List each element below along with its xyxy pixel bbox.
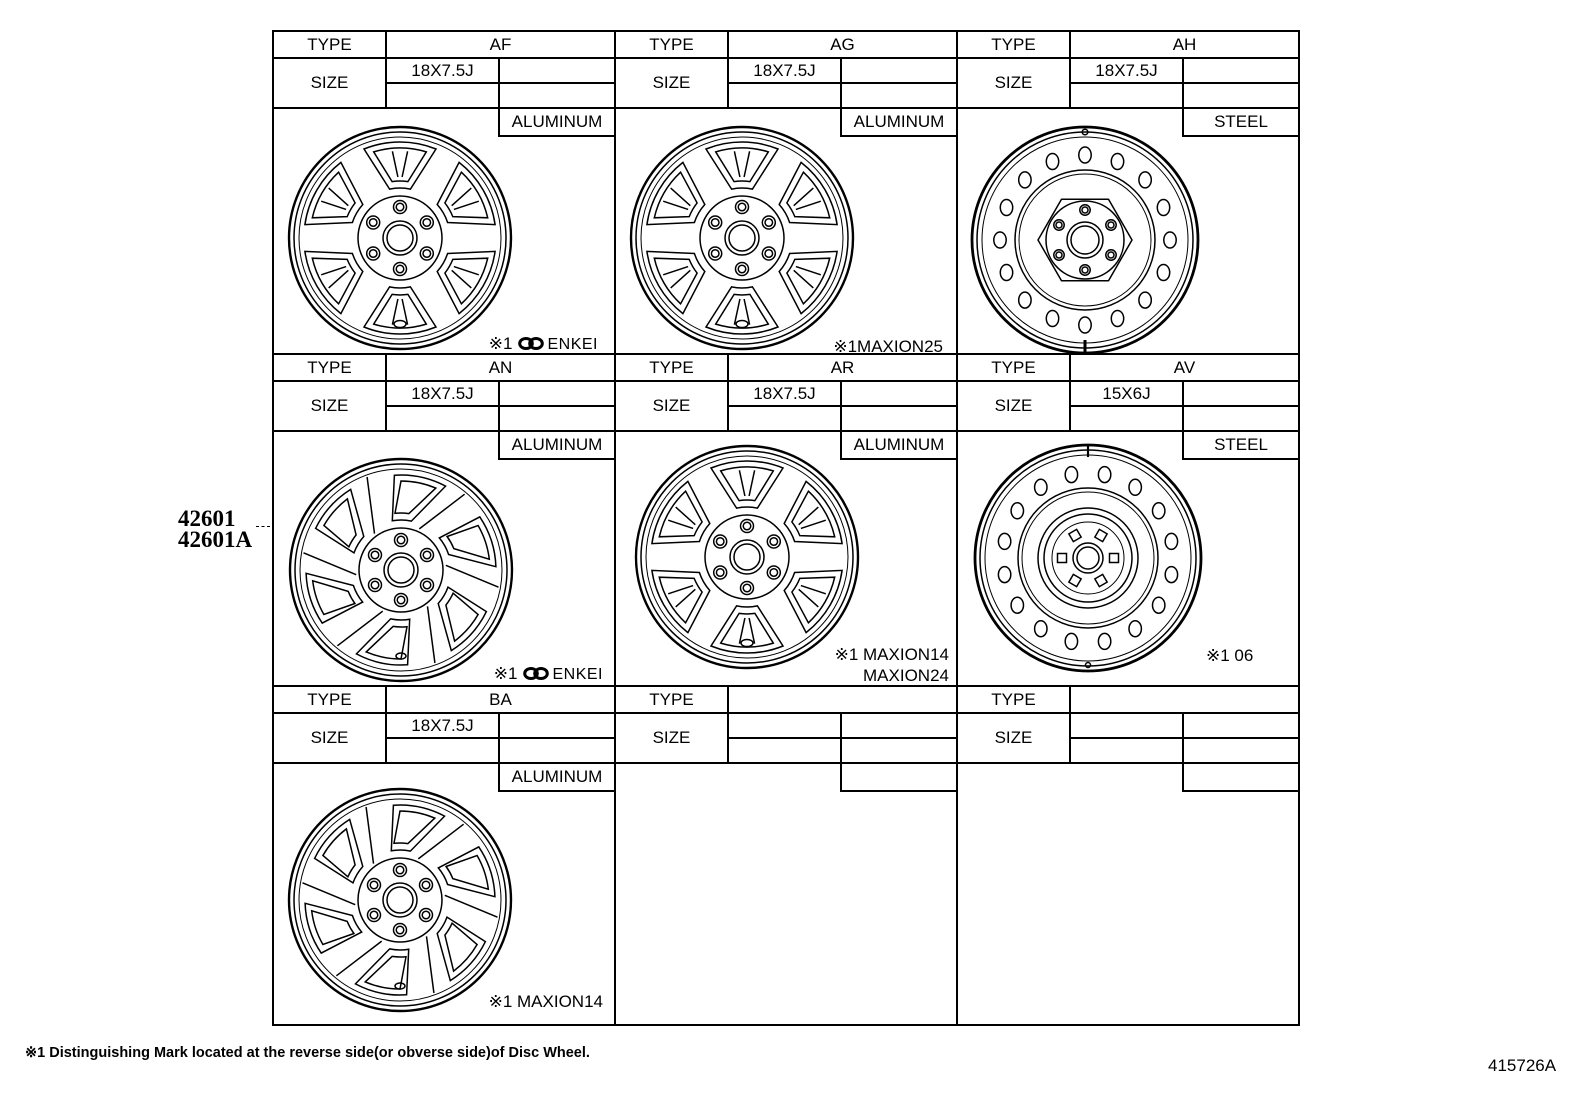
material-tag: STEEL (1184, 109, 1298, 137)
lug-nut-seat (1056, 222, 1062, 228)
lug-nut-hole (767, 566, 780, 579)
spoke-window (711, 461, 783, 508)
vent-hole (1065, 467, 1077, 483)
lug-nut-hole (714, 566, 727, 579)
size-value: 18X7.5J (1095, 61, 1158, 80)
center-bore-inner (388, 557, 414, 583)
split-spoke-rib (321, 267, 348, 288)
vent-hole (1019, 172, 1031, 188)
spoke-window-inner (395, 481, 436, 514)
rim-inner (641, 137, 843, 339)
distinguishing-mark (1206, 645, 1253, 666)
mark-text: ENKEI (547, 336, 598, 353)
rim-flange (295, 464, 507, 676)
type-label: TYPE (958, 687, 1071, 714)
center-bore-inner (1071, 226, 1099, 254)
lug-nut-seat (369, 250, 377, 258)
split-spoke-rib (734, 151, 749, 177)
rim-edge (636, 446, 858, 668)
spoke-edge (445, 895, 498, 917)
mark-line (494, 663, 603, 685)
mark-text: ※1MAXION25 (833, 337, 943, 356)
lug-nut-seat (738, 203, 746, 211)
distinguishing-mark (494, 663, 603, 685)
lug-nut-seat (371, 551, 379, 559)
vent-hole (1139, 292, 1151, 308)
lug-nut-hole (394, 924, 407, 937)
lug-nut-hole (395, 594, 408, 607)
spoke-window-inner (323, 829, 355, 877)
rim-edge (289, 789, 511, 1011)
wheel-panel-ar (614, 353, 958, 687)
wheel-panel-ah (956, 30, 1300, 355)
vent-hole (998, 567, 1010, 583)
spoke-edge (367, 477, 374, 534)
leader-line (256, 526, 270, 527)
spoke-window-inner (394, 811, 435, 844)
lug-nut-seat (422, 911, 430, 919)
lug-nut-hole (395, 534, 408, 547)
lug-nut-seat (423, 581, 431, 589)
grid-divider (729, 82, 956, 84)
material-tag (1184, 764, 1298, 792)
type-code (1071, 687, 1298, 714)
grid-divider (1071, 405, 1298, 407)
vent-hole (1157, 265, 1169, 281)
vent-hole (1157, 200, 1169, 216)
lug-nut-seat (743, 522, 751, 530)
split-spoke-rib (668, 586, 695, 607)
distinguishing-mark (835, 644, 949, 686)
grid-divider (1071, 737, 1298, 739)
lug-nut-seat (716, 538, 724, 546)
lug-nut-seat (1082, 267, 1088, 273)
center-bore (384, 553, 418, 587)
rim-flange (977, 132, 1193, 348)
center-bore (383, 221, 417, 255)
vent-hole (1165, 567, 1177, 583)
lug-nut-seat (396, 866, 404, 874)
vent-hole (1019, 292, 1031, 308)
lug-nut-hole (709, 216, 722, 229)
lug-nut-seat (369, 219, 377, 227)
material-tag: ALUMINUM (500, 432, 614, 460)
lug-nut-seat (711, 250, 719, 258)
size-label: SIZE (616, 382, 729, 432)
wheel-panel-empty (956, 685, 1300, 1026)
rim-edge (290, 459, 512, 681)
material-tag: ALUMINUM (500, 109, 614, 137)
center-bore (383, 883, 417, 917)
grid-divider (729, 737, 956, 739)
size-label: SIZE (958, 382, 1071, 432)
spoke-window-inner (365, 956, 406, 989)
center-bore-inner (734, 544, 760, 570)
material-tag: ALUMINUM (500, 764, 614, 792)
type-label: TYPE (274, 687, 387, 714)
valve-hole (394, 321, 406, 328)
lug-nut-seat (370, 881, 378, 889)
split-spoke-rib (663, 188, 690, 209)
size-value: 18X7.5J (411, 61, 474, 80)
type-code: AR (729, 355, 956, 382)
lug-nut-hole (714, 535, 727, 548)
lug-nut-hole (736, 263, 749, 276)
valve-stem (1086, 663, 1091, 668)
hub-vent (1069, 529, 1081, 541)
center-bore-inner (387, 887, 413, 913)
lug-nut-hole (421, 579, 434, 592)
split-spoke-rib (668, 507, 695, 528)
type-code: AG (729, 32, 956, 59)
grid-divider (1071, 82, 1298, 84)
split-spoke-rib (663, 267, 690, 288)
grid-divider (387, 82, 614, 84)
grid-divider (387, 737, 614, 739)
vent-hole (1139, 172, 1151, 188)
size-label: SIZE (616, 714, 729, 764)
vent-hole (998, 533, 1010, 549)
lug-nut-seat (1082, 207, 1088, 213)
lug-nut-hole (367, 216, 380, 229)
type-label: TYPE (274, 32, 387, 59)
mark-text: MAXION24 (863, 666, 949, 685)
distinguishing-mark (489, 333, 598, 355)
type-label: TYPE (616, 687, 729, 714)
disc-dish (1015, 170, 1155, 310)
lug-nut-hole (367, 247, 380, 260)
lug-nut-seat (396, 926, 404, 934)
type-label: TYPE (274, 355, 387, 382)
type-code (729, 687, 956, 714)
spoke-window-inner (446, 593, 478, 641)
vent-hole (1129, 621, 1141, 637)
spoke-window-inner (654, 258, 697, 304)
lug-nut-hole (762, 247, 775, 260)
vent-hole (1011, 597, 1023, 613)
split-spoke-rib (452, 188, 479, 209)
center-bore (725, 221, 759, 255)
spoke-edge (446, 565, 499, 587)
spoke-edge (337, 611, 382, 646)
size-value: 15X6J (1102, 384, 1151, 403)
rim-flange (980, 450, 1196, 666)
lug-nut-seat (711, 219, 719, 227)
lug-nut-seat (370, 911, 378, 919)
mark-text: ※1 06 (1206, 646, 1254, 665)
lug-nut-seat (423, 551, 431, 559)
rim-inner (299, 137, 501, 339)
vent-hole (1098, 633, 1110, 649)
part-number-callout[interactable]: 42601 (178, 506, 236, 531)
lug-nut-hole (369, 579, 382, 592)
lug-nut-seat (422, 881, 430, 889)
rim-flange (294, 794, 506, 1006)
lug-nut-hole (741, 582, 754, 595)
lug-nut-hole (394, 201, 407, 214)
lug-nut-hole (420, 879, 433, 892)
vent-hole (1046, 154, 1058, 170)
vent-hole (1153, 503, 1165, 519)
spoke-edge (303, 883, 356, 905)
lug-nut-seat (397, 596, 405, 604)
split-spoke-rib (794, 267, 821, 288)
lug-nut-hole (368, 879, 381, 892)
center-bore (730, 540, 764, 574)
lug-nut-hole (420, 909, 433, 922)
hub-vent (1095, 529, 1107, 541)
type-label: TYPE (616, 32, 729, 59)
wheel-panel-av (956, 353, 1300, 687)
mark-line (489, 333, 598, 355)
size-label: SIZE (274, 382, 387, 432)
spoke-window (706, 142, 778, 189)
type-label: TYPE (616, 355, 729, 382)
figure-id: 415726A (1488, 1056, 1557, 1075)
size-value: 18X7.5J (753, 61, 816, 80)
rim-inner (299, 799, 501, 1001)
hub-plate (1038, 508, 1138, 608)
lug-nut-seat (396, 203, 404, 211)
vent-hole (1035, 479, 1047, 495)
hub-plate (1038, 199, 1132, 280)
hub-vent (1069, 574, 1081, 586)
wheel-panel-an (272, 353, 616, 687)
lug-nut-seat (765, 219, 773, 227)
lug-nut-seat (770, 538, 778, 546)
lug-nut-hole (420, 216, 433, 229)
spoke-edge (418, 824, 463, 859)
size-value: 18X7.5J (411, 716, 474, 735)
spoke-window-inner (787, 258, 830, 304)
size-label: SIZE (958, 714, 1071, 764)
lug-nut-hole (368, 909, 381, 922)
mark-text: ENKEI (552, 666, 603, 683)
hub-ring (1052, 522, 1124, 594)
type-code: AV (1071, 355, 1298, 382)
spoke-window-inner (445, 923, 477, 971)
material-tag: ALUMINUM (842, 109, 956, 137)
vent-hole (1079, 317, 1091, 333)
hub-vent (1058, 554, 1067, 563)
size-label: SIZE (274, 714, 387, 764)
rim-edge (975, 445, 1201, 671)
size-label: SIZE (616, 59, 729, 109)
rim-edge (289, 127, 511, 349)
lug-nut-hole (736, 201, 749, 214)
rim-inner (982, 137, 1188, 343)
lug-nut-seat (765, 250, 773, 258)
grid-divider (387, 405, 614, 407)
vent-hole (1046, 311, 1058, 327)
size-value (1071, 714, 1182, 737)
lug-nut-seat (770, 569, 778, 577)
wheel-panel-ag (614, 30, 958, 355)
vent-hole (1000, 265, 1012, 281)
hub (705, 515, 789, 599)
mark-text: ※1 MAXION14 (488, 992, 603, 1011)
lug-nut-seat (423, 219, 431, 227)
hub (358, 858, 442, 942)
spoke-window-inner (792, 491, 835, 537)
spoke-window-inner (792, 577, 835, 623)
mark-prefix: ※1 (493, 664, 518, 683)
split-spoke-rib (739, 470, 754, 496)
vent-hole (1153, 597, 1165, 613)
material-tag (842, 764, 956, 792)
footnote: ※1 Distinguishing Mark located at the reverse side(or obverse side)of Disc Wheel. (25, 1045, 590, 1061)
hub (358, 196, 442, 280)
valve-hole (741, 640, 753, 647)
lug-nut-hole (741, 520, 754, 533)
lug-nut-seat (1108, 222, 1114, 228)
type-label: TYPE (958, 32, 1071, 59)
center-bore-inner (729, 225, 755, 251)
spoke-window-inner (312, 258, 355, 304)
size-label: SIZE (274, 59, 387, 109)
rim-flange (641, 451, 853, 663)
spoke-edge (336, 941, 381, 976)
type-code: AN (387, 355, 614, 382)
type-code: AF (387, 32, 614, 59)
hub-vent (1095, 574, 1107, 586)
size-label: SIZE (958, 59, 1071, 109)
lug-nut-hole (709, 247, 722, 260)
spoke-window-inner (659, 491, 702, 537)
hub (359, 528, 443, 612)
lug-nut-hole (369, 549, 382, 562)
vent-hole (1164, 232, 1176, 248)
disc-dish (1018, 488, 1158, 628)
lug-nut-seat (1108, 252, 1114, 258)
center-bore (1067, 222, 1103, 258)
lug-nut-hole (394, 864, 407, 877)
disc-dish-inner (1022, 492, 1154, 624)
size-value: 18X7.5J (753, 384, 816, 403)
split-spoke-rib (392, 151, 407, 177)
material-tag: ALUMINUM (842, 432, 956, 460)
lug-nut-hole (420, 247, 433, 260)
hub (700, 196, 784, 280)
lug-nut-seat (743, 584, 751, 592)
lug-nut-hole (767, 535, 780, 548)
vent-hole (1111, 311, 1123, 327)
spoke-edge (428, 606, 435, 663)
lug-nut-seat (423, 250, 431, 258)
lug-nut-hole (421, 549, 434, 562)
material-tag: STEEL (1184, 432, 1298, 460)
vent-hole (1011, 503, 1023, 519)
mark-prefix: ※1 (488, 334, 513, 353)
enkei-logo-icon (518, 336, 544, 351)
spoke-window-inner (312, 172, 355, 218)
split-spoke-rib (799, 507, 826, 528)
split-spoke-rib (452, 267, 479, 288)
enkei-logo-icon (523, 666, 549, 681)
part-number-callout[interactable]: 42601A (178, 527, 253, 552)
rim-inner (985, 455, 1191, 661)
size-value (729, 714, 840, 737)
grid-divider (729, 405, 956, 407)
lug-nut-hole (394, 263, 407, 276)
wheel-panel-ba (272, 685, 616, 1026)
center-bore-inner (1077, 547, 1099, 569)
lug-nut-seat (716, 569, 724, 577)
distinguishing-mark (489, 991, 603, 1012)
spoke-window-inner (366, 626, 407, 659)
spoke-window-inner (787, 172, 830, 218)
split-spoke-rib (794, 188, 821, 209)
spoke-edge (366, 807, 373, 864)
rim-flange (636, 132, 848, 344)
rim-flange (294, 132, 506, 344)
spoke-window-inner (654, 172, 697, 218)
vent-hole (1129, 479, 1141, 495)
vent-hole (1079, 147, 1091, 163)
spoke-window (364, 142, 436, 189)
center-bore-inner (387, 225, 413, 251)
spoke-window-inner (324, 499, 356, 547)
vent-hole (1000, 200, 1012, 216)
lug-nut-hole (762, 216, 775, 229)
spoke-window-inner (659, 577, 702, 623)
size-value: 18X7.5J (411, 384, 474, 403)
type-code: AH (1071, 32, 1298, 59)
valve-hole (736, 321, 748, 328)
vent-hole (1111, 154, 1123, 170)
rim-inner (646, 456, 848, 658)
vent-hole (1165, 533, 1177, 549)
vent-hole (1065, 633, 1077, 649)
wheel-panel-empty (614, 685, 958, 1026)
mark-text: ※1 MAXION14 (834, 645, 949, 664)
type-label: TYPE (958, 355, 1071, 382)
split-spoke-rib (799, 586, 826, 607)
spoke-window-inner (445, 258, 488, 304)
lug-nut-seat (1056, 252, 1062, 258)
lug-nut-seat (371, 581, 379, 589)
vent-hole (994, 232, 1006, 248)
lug-nut-seat (738, 265, 746, 273)
spoke-edge (419, 494, 464, 529)
spoke-window-inner (445, 172, 488, 218)
vent-hole (1035, 621, 1047, 637)
wheel-panel-af (272, 30, 616, 355)
lug-nut-seat (397, 536, 405, 544)
spoke-edge (304, 553, 357, 575)
hub-vent (1110, 554, 1119, 563)
rim-inner (300, 469, 502, 671)
spoke-edge (427, 936, 434, 993)
lug-nut-seat (396, 265, 404, 273)
vent-hole (1098, 467, 1110, 483)
split-spoke-rib (321, 188, 348, 209)
type-code: BA (387, 687, 614, 714)
rim-edge (631, 127, 853, 349)
